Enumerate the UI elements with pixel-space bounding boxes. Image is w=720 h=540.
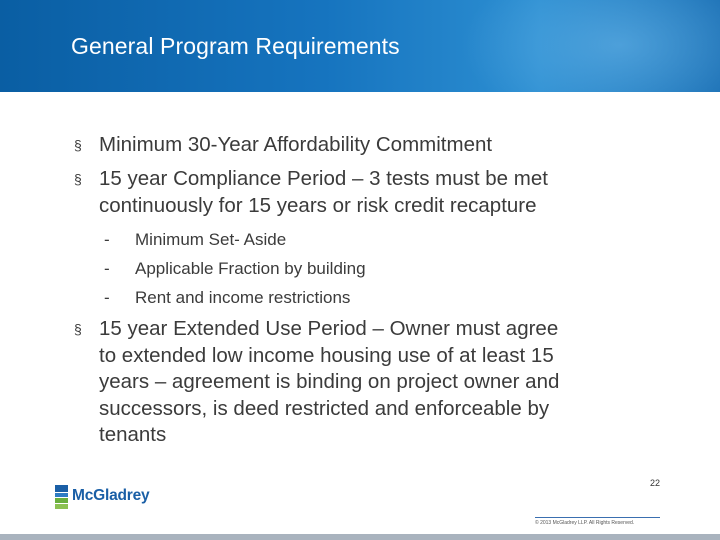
logo-wordmark: McGladrey xyxy=(72,487,150,504)
bullet-line: continuously for 15 years or risk credit recapture xyxy=(99,193,537,217)
copyright-notice: © 2013 McGladrey LLP. All Rights Reserved. xyxy=(535,520,635,526)
sub-bullet-text: Rent and income restrictions xyxy=(135,288,351,307)
bullet-line: tenants xyxy=(99,423,167,446)
dash-marker-icon: ‐ xyxy=(104,230,110,249)
bullet-line: Minimum 30-Year Affordability Commitment xyxy=(99,133,493,156)
bullet-line: to extended low income housing use of at least 15 xyxy=(99,343,554,367)
footer-divider xyxy=(535,517,660,518)
bottom-bar xyxy=(0,534,720,540)
dash-marker-icon: ‐ xyxy=(104,259,110,278)
bullet-text xyxy=(99,316,659,449)
banner-highlight xyxy=(460,0,720,92)
bullet-line: years – agreement is binding on project owner and xyxy=(99,370,560,393)
bullet-line: successors, is deed restricted and enforceable by xyxy=(99,396,550,420)
logo-mark-icon xyxy=(55,485,68,509)
sub-bullet-text: Applicable Fraction by building xyxy=(135,259,366,278)
sub-bullet-text: Minimum Set- Aside xyxy=(135,230,287,249)
bullet-line: 15 year Extended Use Period – Owner must agree xyxy=(99,317,559,340)
company-logo xyxy=(55,485,175,509)
bullet-text xyxy=(99,166,659,219)
bullet-marker-icon: § xyxy=(74,171,82,187)
bullet-marker-icon: § xyxy=(74,137,82,153)
slide-title: General Program Requirements xyxy=(71,33,400,59)
bullet-text xyxy=(99,132,659,159)
title-banner xyxy=(0,0,720,92)
dash-marker-icon: ‐ xyxy=(104,288,110,307)
bullet-line: 15 year Compliance Period – 3 tests must be met xyxy=(99,167,548,190)
bullet-marker-icon: § xyxy=(74,321,82,337)
page-number: 22 xyxy=(649,478,660,488)
